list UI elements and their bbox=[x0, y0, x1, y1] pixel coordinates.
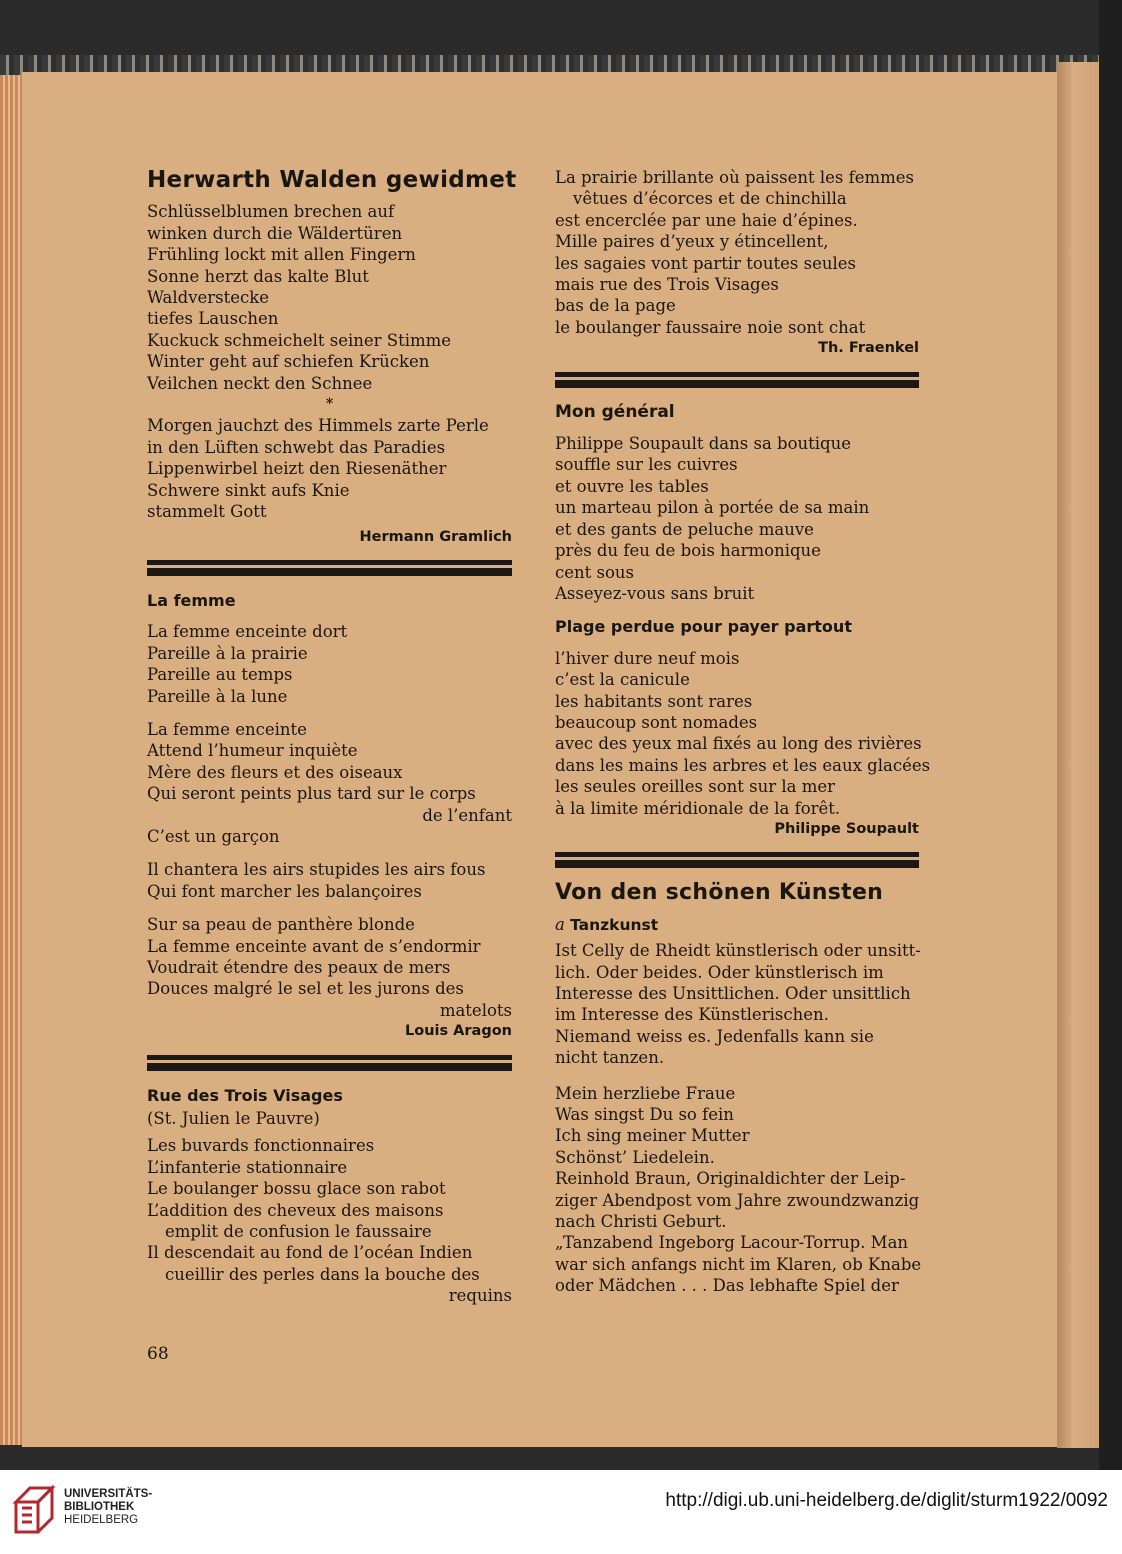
subheading-letter: a bbox=[555, 914, 565, 934]
double-rule-divider bbox=[147, 1055, 512, 1071]
poem-line: Pareille au temps bbox=[147, 665, 293, 685]
poem-line: Pareille à la lune bbox=[147, 686, 288, 706]
verse-line: Was singst Du so fein bbox=[555, 1105, 734, 1125]
poem-subtitle: (St. Julien le Pauvre) bbox=[147, 1109, 320, 1129]
poem-line: L’addition des cheveux des maisons bbox=[147, 1200, 444, 1220]
poem-stanza bbox=[147, 859, 512, 902]
poem-line: à la limite méridionale de la forêt. bbox=[555, 798, 841, 818]
library-name-line: BIBLIOTHEK bbox=[64, 1501, 135, 1513]
poem-line: Morgen jauchzt des Himmels zarte Perle bbox=[147, 416, 489, 436]
poem-title: Mon général bbox=[555, 401, 675, 422]
poem-line: in den Lüften schwebt das Paradies bbox=[147, 437, 446, 457]
article-line: Niemand weiss es. Jedenfalls kann sie bbox=[555, 1026, 874, 1046]
article-paragraph bbox=[555, 940, 919, 1004]
article-line: Interesse des Unsittlichen. Oder unsittlich bbox=[555, 984, 911, 1003]
poem-line: Qui seront peints plus tard sur le corps bbox=[147, 784, 476, 804]
poem-stanza bbox=[147, 621, 512, 707]
poem-author: Th. Fraenkel bbox=[818, 340, 919, 357]
poem-stanza bbox=[555, 210, 919, 338]
article-line: oder Mädchen . . . Das lebhafte Spiel der bbox=[555, 1276, 899, 1296]
poem-line: beaucoup sont nomades bbox=[555, 712, 758, 732]
poem-line: Voudrait étendre des peaux de mers bbox=[147, 958, 451, 977]
poem-line: La femme enceinte dort bbox=[147, 622, 348, 642]
article-title: Von den schönen Künsten bbox=[555, 880, 884, 906]
poem-line: Il chantera les airs stupides les airs fous bbox=[147, 860, 486, 880]
poem-title: La femme bbox=[147, 590, 236, 610]
poem-stanza bbox=[147, 914, 512, 1000]
poem-stanza bbox=[147, 415, 512, 522]
facing-page-edge bbox=[1057, 62, 1099, 1448]
poem-line: requins bbox=[448, 1286, 512, 1306]
page-number: 68 bbox=[147, 1344, 169, 1364]
page-stack-edge bbox=[0, 75, 24, 1445]
poem-line: C’est un garçon bbox=[147, 826, 280, 846]
poem-line: stammelt Gott bbox=[147, 502, 267, 522]
article-line: war sich anfangs nicht im Klaren, ob Knabe bbox=[555, 1254, 922, 1274]
article-subheading bbox=[555, 914, 919, 936]
poem-title: Plage perdue pour payer partout bbox=[555, 617, 852, 637]
verse-line: Ich sing meiner Mutter bbox=[555, 1126, 750, 1146]
article-line: lich. Oder beides. Oder künstlerisch im bbox=[555, 962, 884, 982]
poem-line: Lippenwirbel heizt den Riesenäther bbox=[147, 459, 447, 479]
poem-line: de l’enfant bbox=[422, 805, 512, 825]
poem-line: est encerclée par une haie d’épines. bbox=[555, 210, 858, 230]
asterisk-divider: * bbox=[325, 396, 334, 413]
poem-line: les habitants sont rares bbox=[555, 691, 753, 711]
poem-line: Sonne herzt das kalte Blut bbox=[147, 266, 369, 286]
article-line: Reinhold Braun, Originaldichter der Leip- bbox=[555, 1169, 906, 1189]
poem-line: Asseyez-vous sans bruit bbox=[555, 583, 755, 603]
poem-line: et des gants de peluche mauve bbox=[555, 519, 814, 539]
poem-line: Sur sa peau de panthère blonde bbox=[147, 915, 415, 935]
poem-line: l’hiver dure neuf mois bbox=[555, 648, 740, 668]
poem-line: La prairie brillante où paissent les femmes bbox=[555, 168, 914, 187]
poem-line: cent sous bbox=[555, 562, 635, 582]
poem-line: Mère des fleurs et des oiseaux bbox=[147, 762, 403, 782]
double-rule-divider bbox=[555, 852, 919, 868]
poem-stanza bbox=[555, 648, 931, 819]
poem-line: bas de la page bbox=[555, 296, 676, 316]
poem-line: matelots bbox=[439, 1000, 512, 1020]
poem-line: un marteau pilon à portée de sa main bbox=[555, 498, 870, 518]
right-column bbox=[555, 167, 931, 1297]
library-name-line: HEIDELBERG bbox=[64, 1514, 139, 1526]
poem-line: les seules oreilles sont sur la mer bbox=[555, 777, 836, 797]
poem-line: emplit de confusion le faussaire bbox=[165, 1222, 432, 1242]
poem-line: tiefes Lauschen bbox=[147, 309, 279, 329]
poem-line: Schlüsselblumen brechen auf bbox=[147, 202, 395, 222]
poem-line: c’est la canicule bbox=[555, 670, 690, 690]
poem-line: le boulanger faussaire noie sont chat bbox=[555, 317, 866, 337]
poem-line: La femme enceinte avant de s’endormir bbox=[147, 936, 481, 956]
poem-line: Douces malgré le sel et les jurons des bbox=[147, 979, 464, 999]
poem-line: près du feu de bois harmonique bbox=[555, 541, 821, 561]
poem-line: souffle sur les cuivres bbox=[555, 455, 738, 475]
poem-line: Qui font marcher les balançoires bbox=[147, 881, 422, 901]
poem-title: Rue des Trois Visages bbox=[147, 1085, 343, 1105]
poem-author: Louis Aragon bbox=[405, 1023, 512, 1040]
poem-line: L’infanterie stationnaire bbox=[147, 1157, 348, 1177]
poem-stanza bbox=[147, 201, 512, 394]
poem-line: Frühling lockt mit allen Fingern bbox=[147, 245, 416, 265]
article-line: nicht tanzen. bbox=[555, 1048, 665, 1068]
quoted-verse bbox=[555, 1083, 919, 1169]
poem-line: Kuckuck schmeichelt seiner Stimme bbox=[147, 330, 452, 350]
library-name bbox=[64, 1488, 152, 1527]
verse-line: Schönst’ Liedelein. bbox=[555, 1147, 715, 1167]
poem-line: et ouvre les tables bbox=[555, 476, 709, 496]
left-column bbox=[147, 167, 517, 1307]
permalink-url[interactable]: http://digi.ub.uni-heidelberg.de/diglit/sturm1922/0092 bbox=[665, 1490, 1108, 1511]
poem-author: Philippe Soupault bbox=[774, 820, 919, 837]
article-line: im Interesse des Künstlerischen. bbox=[555, 1005, 829, 1025]
poem-line: Winter geht auf schiefen Krücken bbox=[147, 352, 430, 372]
viewer-footer bbox=[0, 1470, 1122, 1554]
article-paragraph bbox=[555, 1232, 922, 1296]
poem-line: Mille paires d’yeux y étincellent, bbox=[555, 232, 829, 252]
poem-line: mais rue des Trois Visages bbox=[555, 275, 779, 295]
library-logo-icon bbox=[12, 1484, 56, 1536]
poem-stanza bbox=[555, 433, 919, 604]
poem-line: Waldverstecke bbox=[147, 288, 270, 308]
poem-line: les sagaies vont partir toutes seules bbox=[555, 253, 856, 273]
poem-title: Herwarth Walden gewidmet bbox=[147, 167, 517, 193]
poem-line: winken durch die Wäldertüren bbox=[147, 223, 403, 243]
verse-line: Mein herzliebe Fraue bbox=[555, 1083, 736, 1103]
poem-line: Philippe Soupault dans sa boutique bbox=[555, 434, 852, 454]
poem-author: Hermann Gramlich bbox=[359, 528, 512, 545]
poem-line: Attend l’humeur inquiète bbox=[147, 741, 358, 761]
double-rule-divider bbox=[555, 372, 919, 388]
article-line: nach Christi Geburt. bbox=[555, 1212, 727, 1232]
library-name-line: UNIVERSITÄTS- bbox=[64, 1488, 153, 1500]
poem-line: La femme enceinte bbox=[147, 719, 307, 739]
poem-line: Pareille à la prairie bbox=[147, 643, 308, 663]
poem-line: dans les mains les arbres et les eaux glacées bbox=[555, 755, 931, 775]
poem-stanza bbox=[147, 719, 512, 805]
article-line: ziger Abendpost vom Jahre zwoundzwanzig bbox=[555, 1190, 920, 1210]
poem-line: Veilchen neckt den Schnee bbox=[147, 373, 373, 393]
poem-line: vêtues d’écorces et de chinchilla bbox=[573, 189, 847, 209]
subheading-text: Tanzkunst bbox=[570, 915, 659, 934]
poem-line: Le boulanger bossu glace son rabot bbox=[147, 1179, 446, 1199]
article-paragraph bbox=[555, 1168, 919, 1211]
poem-line: Les buvards fonctionnaires bbox=[147, 1136, 375, 1156]
double-rule-divider bbox=[147, 560, 512, 576]
article-line: „Tanzabend Ingeborg Lacour-Torrup. Man bbox=[555, 1233, 909, 1253]
poem-line: Schwere sinkt aufs Knie bbox=[147, 480, 350, 500]
article-line: Ist Celly de Rheidt künstlerisch oder unsitt- bbox=[555, 941, 921, 961]
poem-line: avec des yeux mal fixés au long des rivières bbox=[555, 734, 922, 754]
scan-background bbox=[1099, 0, 1122, 1470]
poem-line: Il descendait au fond de l’océan Indien bbox=[147, 1243, 473, 1263]
poem-line: cueillir des perles dans la bouche des bbox=[165, 1264, 480, 1284]
